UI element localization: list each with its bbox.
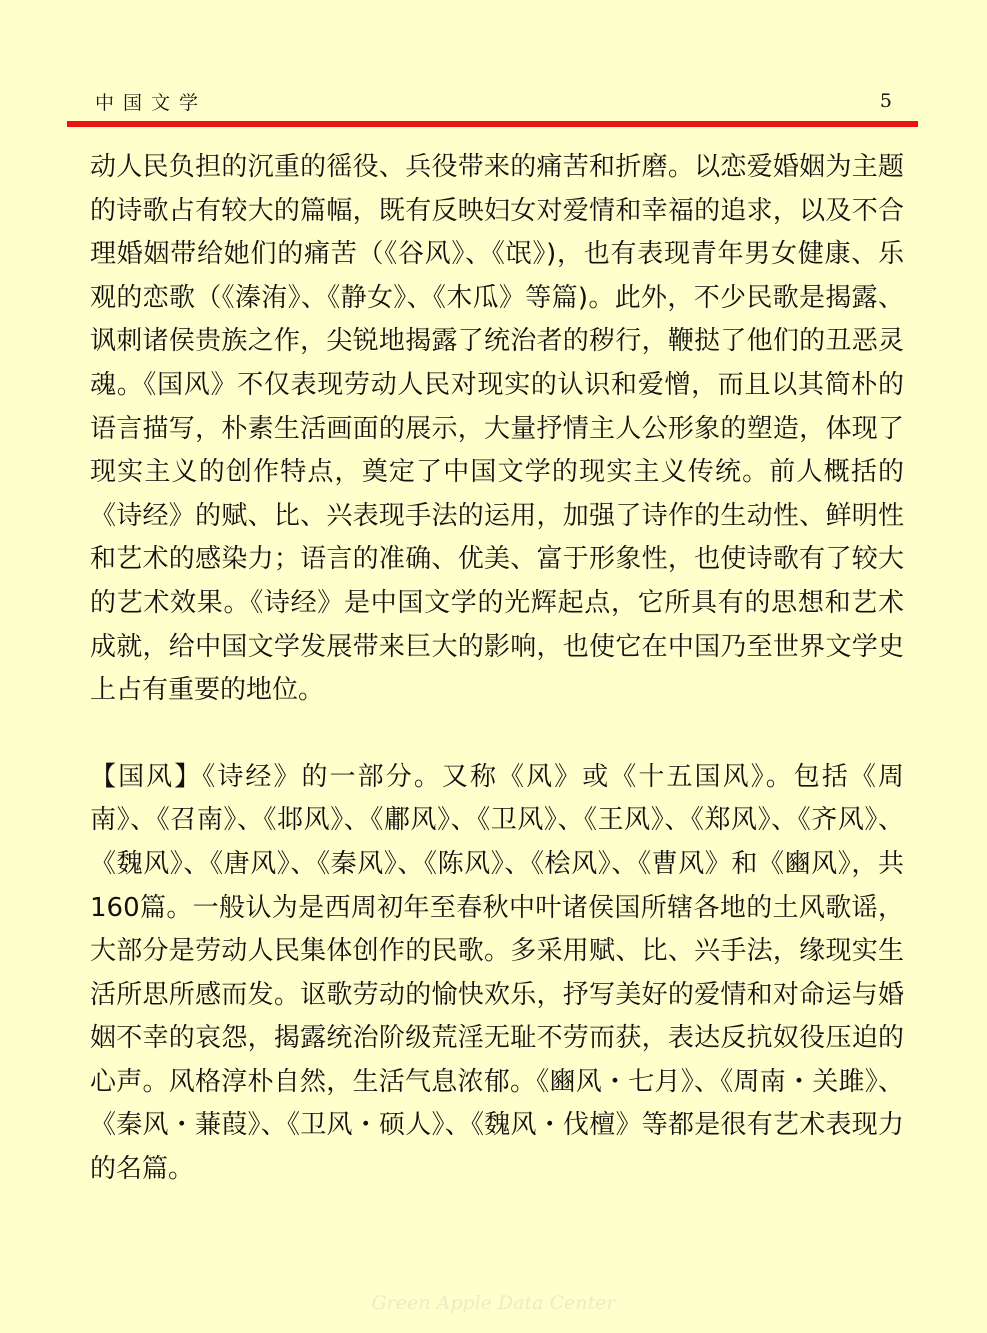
page-number: 5: [879, 90, 892, 112]
header-rule: [67, 121, 918, 127]
entry-paragraph-guofeng: 【国风】《诗经》的一部分。又称《风》或《十五国风》。包括《周南》、《召南》、《邶风》、《鄘风》、《卫风》、《王风》、《郑风》、《齐风》、《魏风》、《唐风》、《秦风》、《陈风》、《桧风》、《曹风》和《豳风》，共160篇。一般认为是西周初年至春秋中叶诸侯国所辖各地的土风歌谣，大部分是劳动人民集体创作的民歌。多采用赋、比、兴手法，缘现实生活所思所感而发。讴歌劳动的愉快欢乐，抒写美好的爱情和对命运与婚姻不幸的哀怨，揭露统治阶级荒淫无耻不劳而获，表达反抗奴役压迫的心声。风格淳朴自然，生活气息浓郁。《豳风・七月》、《周南・关雎》、《秦风・蒹葭》、《卫风・硕人》、《魏风・伐檀》等都是很有艺术表现力的名篇。: [90, 761, 904, 1185]
body-text: [90, 146, 904, 1192]
watermark: Green Apple Data Center: [371, 1292, 616, 1314]
body-paragraph: 动人民负担的沉重的徭役、兵役带来的痛苦和折磨。以恋爱婚姻为主题的诗歌占有较大的篇幅，既有反映妇女对爱情和幸福的追求，以及不合理婚姻带给她们的痛苦（《谷风》、《氓》)，也有表现青年男女健康、乐观的恋歌（《溱洧》、《静女》、《木瓜》等篇)。此外，不少民歌是揭露、讽刺诸侯贵族之作，尖锐地揭露了统治者的秽行，鞭挞了他们的丑恶灵魂。《国风》不仅表现劳动人民对现实的认识和爱憎，而且以其简朴的语言描写，朴素生活画面的展示，大量抒情主人公形象的塑造，体现了现实主义的创作特点，奠定了中国文学的现实主义传统。前人概括的《诗经》的赋、比、兴表现手法的运用，加强了诗作的生动性、鲜明性和艺术的感染力；语言的准确、优美、富于形象性，也使诗歌有了较大的艺术效果。《诗经》是中国文学的光辉起点，它所具有的思想和艺术成就，给中国文学发展带来巨大的影响，也使它在中国乃至世界文学史上占有重要的地位。: [90, 152, 904, 706]
running-header-title: 中国文学: [95, 92, 208, 114]
